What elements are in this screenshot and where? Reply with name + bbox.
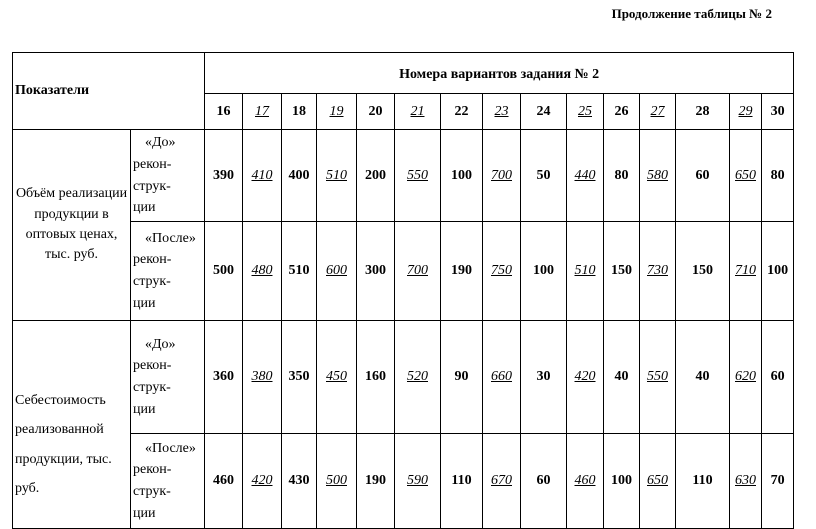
indicator-label: Себестоимость реализованной продукции, тыс. руб.	[13, 321, 131, 529]
value-cell: 60	[762, 321, 794, 434]
value-cell: 420	[243, 434, 282, 529]
value-cell: 390	[205, 130, 243, 222]
value-cell: 40	[604, 321, 640, 434]
subrow-label	[131, 130, 205, 222]
variants-table	[12, 52, 794, 529]
value-cell: 150	[676, 222, 730, 321]
subrow-label	[131, 434, 205, 529]
value-cell: 750	[483, 222, 521, 321]
variant-number: 24	[521, 94, 567, 130]
value-cell: 80	[762, 130, 794, 222]
variant-number: 29	[730, 94, 762, 130]
subrow-label-text: рекон-струк-ции	[133, 252, 172, 311]
variant-number: 27	[640, 94, 676, 130]
variant-number: 25	[567, 94, 604, 130]
value-cell: 110	[676, 434, 730, 529]
value-cell: 510	[317, 130, 357, 222]
value-cell: 300	[357, 222, 395, 321]
continuation-note: Продолжение таблицы № 2	[611, 6, 772, 21]
value-cell: 100	[604, 434, 640, 529]
value-cell: 510	[567, 222, 604, 321]
value-cell: 40	[676, 321, 730, 434]
value-cell: 440	[567, 130, 604, 222]
value-cell: 480	[243, 222, 282, 321]
value-cell: 670	[483, 434, 521, 529]
subrow-label-text: рекон-струк-ции	[133, 462, 172, 521]
value-cell: 710	[730, 222, 762, 321]
value-cell: 420	[567, 321, 604, 434]
value-cell: 100	[521, 222, 567, 321]
value-cell: 360	[205, 321, 243, 434]
value-cell: 430	[282, 434, 317, 529]
subrow-label-quote: «До»	[145, 135, 176, 151]
value-cell: 700	[395, 222, 441, 321]
value-cell: 150	[604, 222, 640, 321]
variant-number: 23	[483, 94, 521, 130]
value-cell: 620	[730, 321, 762, 434]
subrow-label-quote: «До»	[145, 336, 176, 352]
variant-number: 26	[604, 94, 640, 130]
value-cell: 380	[243, 321, 282, 434]
subrow-label-text: рекон-струк-ции	[133, 358, 172, 417]
value-cell: 650	[640, 434, 676, 529]
variant-number: 22	[441, 94, 483, 130]
value-cell: 580	[640, 130, 676, 222]
subrow-label-text: рекон-струк-ции	[133, 156, 172, 216]
value-cell: 30	[521, 321, 567, 434]
value-cell: 160	[357, 321, 395, 434]
indicator-label: Объём реализации продукции в оптовых ценах, тыс. руб.	[13, 130, 131, 321]
variant-number: 28	[676, 94, 730, 130]
variant-number: 30	[762, 94, 794, 130]
value-cell: 80	[604, 130, 640, 222]
value-cell: 60	[676, 130, 730, 222]
value-cell: 100	[441, 130, 483, 222]
value-cell: 190	[441, 222, 483, 321]
value-cell: 730	[640, 222, 676, 321]
value-cell: 100	[762, 222, 794, 321]
header-indicators: Показатели	[13, 53, 205, 130]
variant-number: 19	[317, 94, 357, 130]
value-cell: 510	[282, 222, 317, 321]
value-cell: 460	[567, 434, 604, 529]
header-variants-title: Номера вариантов задания № 2	[205, 53, 794, 94]
value-cell: 600	[317, 222, 357, 321]
value-cell: 400	[282, 130, 317, 222]
value-cell: 410	[243, 130, 282, 222]
value-cell: 460	[205, 434, 243, 529]
value-cell: 450	[317, 321, 357, 434]
value-cell: 70	[762, 434, 794, 529]
value-cell: 630	[730, 434, 762, 529]
value-cell: 550	[395, 130, 441, 222]
value-cell: 190	[357, 434, 395, 529]
variant-number: 17	[243, 94, 282, 130]
value-cell: 520	[395, 321, 441, 434]
value-cell: 500	[317, 434, 357, 529]
value-cell: 110	[441, 434, 483, 529]
value-cell: 350	[282, 321, 317, 434]
variant-number: 18	[282, 94, 317, 130]
value-cell: 550	[640, 321, 676, 434]
subrow-label	[131, 321, 205, 434]
variant-number: 21	[395, 94, 441, 130]
value-cell: 590	[395, 434, 441, 529]
value-cell: 200	[357, 130, 395, 222]
subrow-label-quote: «После»	[145, 440, 196, 456]
value-cell: 50	[521, 130, 567, 222]
value-cell: 60	[521, 434, 567, 529]
value-cell: 660	[483, 321, 521, 434]
subrow-label	[131, 222, 205, 321]
value-cell: 500	[205, 222, 243, 321]
subrow-label-quote: «После»	[145, 230, 196, 246]
variant-number: 20	[357, 94, 395, 130]
value-cell: 650	[730, 130, 762, 222]
value-cell: 700	[483, 130, 521, 222]
variant-number: 16	[205, 94, 243, 130]
value-cell: 90	[441, 321, 483, 434]
